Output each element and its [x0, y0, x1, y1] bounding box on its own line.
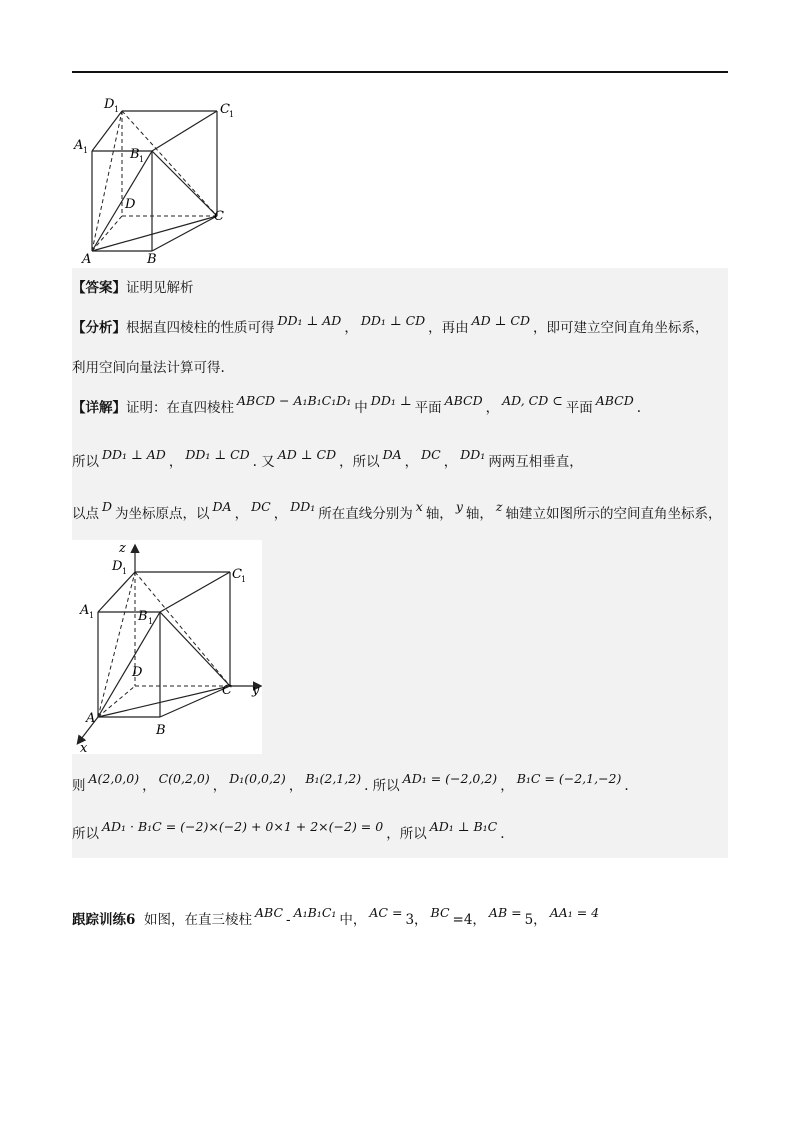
svg-text:1: 1 [122, 567, 128, 576]
coordinate-setup-line: 以点 D 为坐标原点，以 DA ， DC ， DD₁ 所在直线分别为 x 轴， y 轴， z 轴建立如图所示的空间直角坐标系， [72, 499, 722, 522]
detail-line: 【详解】证明：在直四棱柱 ABCD − A₁B₁C₁D₁ 中 DD₁ ⊥ 平面 ABCD ， AD, CD ⊂ 平面 ABCD . [72, 393, 642, 416]
header-rule [72, 71, 728, 73]
label-C: C [214, 209, 224, 224]
dot-product-line: 所以 AD₁ · B₁C = (−2)×(−2) + 0×1 + 2×(−2) = 0 ，所以 AD₁ ⊥ B₁C . [72, 819, 505, 842]
analysis-line-1: 【分析】根据直四棱柱的性质可得 DD₁ ⊥ AD ， DD₁ ⊥ CD ，再由 AD ⊥ CD ，即可建立空间直角坐标系， [72, 313, 709, 336]
svg-text:1: 1 [83, 146, 89, 155]
svg-text:1: 1 [148, 617, 154, 626]
label-D1: D [112, 559, 123, 574]
exercise-line: 跟踪训练6 如图，在直三棱柱 ABC - A₁B₁C₁ 中， AC = 3， BC =4， AB = 5， AA₁ = 4 [72, 905, 600, 928]
svg-text:1: 1 [229, 110, 235, 119]
coordinates-line: 则 A(2,0,0) ， C(0,2,0) ， D₁(0,0,2) ， B₁(2,1,2) . 所以 AD₁ = (−2,0,2) ， B₁C = (−2,1,−2) . [72, 771, 629, 794]
label-B1: B [138, 609, 148, 624]
perpendicular-line: 所以 DD₁ ⊥ AD ， DD₁ ⊥ CD . 又 AD ⊥ CD ，所以 DA ， DC ， DD₁ 两两互相垂直， [72, 447, 583, 470]
prism-figure-1 [72, 95, 252, 265]
label-D1: D [104, 97, 115, 112]
label-A: A [86, 711, 96, 726]
label-z: z [119, 541, 126, 556]
label-B: B [156, 723, 166, 738]
svg-text:1: 1 [241, 575, 247, 584]
analysis-line-2: 利用空间向量法计算可得. [72, 360, 225, 376]
label-C1: C [220, 102, 230, 117]
label-C: C [222, 683, 232, 698]
label-A1: A [74, 138, 84, 153]
label-x: x [80, 741, 88, 754]
label-C1: C [232, 567, 242, 582]
label-B1: B [130, 147, 140, 162]
svg-text:1: 1 [114, 105, 120, 114]
svg-text:1: 1 [139, 155, 145, 164]
label-D: D [125, 197, 136, 212]
answer-line: 【答案】证明见解析 [72, 280, 194, 296]
label-A1: A [80, 603, 90, 618]
prism-figure-2 [72, 540, 262, 754]
label-D: D [132, 665, 143, 680]
label-B: B [147, 252, 157, 265]
svg-text:1: 1 [89, 611, 95, 620]
label-A: A [82, 252, 92, 265]
label-y: y [252, 683, 260, 698]
